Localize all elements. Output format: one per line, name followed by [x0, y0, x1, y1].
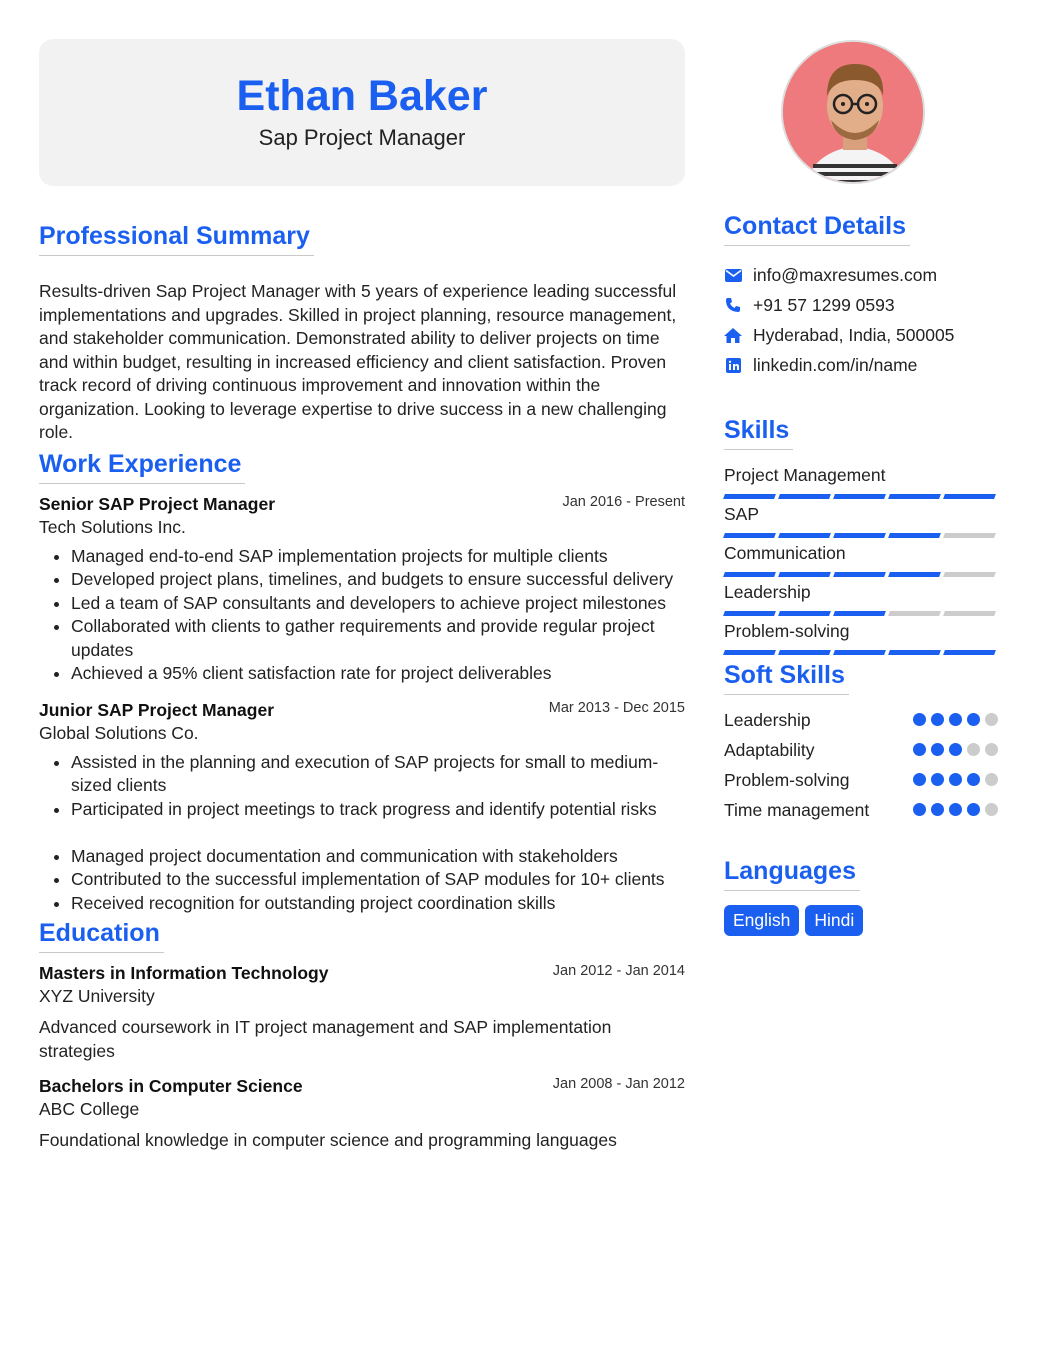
- education-degree: Bachelors in Computer Science: [39, 1076, 303, 1096]
- rating-dot: [985, 773, 998, 786]
- skill-level-segment: [943, 650, 996, 655]
- languages-list: [724, 905, 1004, 936]
- soft-skill-item: [724, 705, 1004, 735]
- rating-dot: [931, 713, 944, 726]
- rating-dot: [985, 713, 998, 726]
- home-icon: [724, 326, 742, 344]
- contact-email[interactable]: [724, 260, 1004, 290]
- skill-level-bar: [724, 650, 1004, 655]
- education-entry: [39, 962, 685, 1063]
- contact-linkedin[interactable]: [724, 350, 1004, 380]
- skill-level-bar: [724, 611, 1004, 616]
- contact-address: [724, 320, 1004, 350]
- rating-dot: [967, 743, 980, 756]
- rating-dot: [967, 803, 980, 816]
- job-bullets: [39, 751, 685, 916]
- rating-dot: [913, 743, 926, 756]
- skill-level-segment: [723, 494, 776, 499]
- rating-dot: [931, 743, 944, 756]
- rating-dot: [913, 803, 926, 816]
- rating-dot: [913, 713, 926, 726]
- rating-dot: [949, 773, 962, 786]
- skill-level-segment: [888, 650, 941, 655]
- language-tag: Hindi: [805, 905, 863, 936]
- skill-level-segment: [943, 494, 996, 499]
- skill-level-segment: [888, 611, 941, 616]
- rating-dot: [931, 803, 944, 816]
- contact-list: [724, 260, 1004, 380]
- skill-item: [724, 620, 1004, 655]
- job-bullets: [39, 545, 685, 686]
- education-heading: Education: [39, 917, 164, 953]
- languages-heading: Languages: [724, 855, 860, 891]
- skill-level-bar: [724, 572, 1004, 577]
- skills-list: [724, 464, 1004, 655]
- experience-heading: Work Experience: [39, 448, 245, 484]
- skills-heading: Skills: [724, 414, 793, 450]
- education-description: Foundational knowledge in computer science and programming languages: [39, 1130, 617, 1150]
- skill-level-segment: [723, 533, 776, 538]
- job-role: Junior SAP Project Manager: [39, 699, 275, 720]
- contact-heading: Contact Details: [724, 210, 910, 246]
- soft-skill-rating: [913, 803, 1003, 816]
- skill-level-segment: [943, 533, 996, 538]
- job-dates: Mar 2013 - Dec 2015: [548, 699, 685, 716]
- job-bullet: • Collaborated with clients to gather requirements and provide regular project updates: [71, 615, 685, 662]
- rating-dot: [931, 773, 944, 786]
- job-entry: [39, 493, 685, 686]
- contact-phone-text: +91 57 1299 0593: [753, 294, 895, 315]
- skill-level-segment: [888, 494, 941, 499]
- skill-level-segment: [723, 611, 776, 616]
- skill-label: SAP: [724, 504, 760, 524]
- skill-label: Project Management: [724, 465, 886, 485]
- education-entry: [39, 1075, 685, 1153]
- job-bullet: • Led a team of SAP consultants and developers to achieve project milestones: [71, 592, 685, 616]
- job-company: Tech Solutions Inc.: [39, 516, 186, 537]
- soft-skill-rating: [913, 773, 1003, 786]
- education-dates: Jan 2008 - Jan 2012: [552, 1076, 685, 1092]
- skill-level-segment: [833, 650, 886, 655]
- skill-level-segment: [778, 533, 831, 538]
- candidate-title: Sap Project Manager: [258, 125, 466, 150]
- skill-level-segment: [778, 650, 831, 655]
- education-section: [39, 917, 685, 1153]
- skill-level-segment: [833, 533, 886, 538]
- soft-skill-item: [724, 795, 1004, 825]
- contact-linkedin-text: linkedin.com/in/name: [753, 354, 918, 375]
- job-dates: Jan 2016 - Present: [562, 493, 685, 510]
- skill-level-segment: [723, 572, 776, 577]
- rating-dot: [985, 743, 998, 756]
- education-school: XYZ University: [39, 986, 155, 1006]
- soft-skill-label: Leadership: [724, 710, 811, 730]
- soft-skill-label: Adaptability: [724, 740, 815, 760]
- skill-level-segment: [778, 494, 831, 499]
- main-column: [39, 220, 685, 1153]
- soft-skill-rating: [913, 713, 1003, 726]
- rating-dot: [913, 773, 926, 786]
- name-header: [39, 39, 685, 186]
- skill-level-segment: [888, 533, 941, 538]
- rating-dot: [967, 773, 980, 786]
- summary-heading: Professional Summary: [39, 220, 314, 256]
- skill-level-segment: [833, 572, 886, 577]
- rating-dot: [967, 713, 980, 726]
- job-bullet: • Received recognition for outstanding project coordination skills: [71, 892, 685, 916]
- soft-skill-rating: [913, 743, 1003, 756]
- languages-section: [724, 855, 1004, 936]
- rating-dot: [949, 743, 962, 756]
- education-dates: Jan 2012 - Jan 2014: [552, 963, 685, 979]
- summary-text: Results-driven Sap Project Manager with 5 years of experience leading successful implementations and upgrades. Skilled in project planning, resource management, and stakeholder communication. Demonstrated ability to deliver projects on time and within budget, resulting in increased efficiency and client satisfaction. Proven track record of driving continuous improvement and innovation within the organization. Looking to leverage expertise to drive success in a new challenging role.: [39, 281, 677, 442]
- job-company: Global Solutions Co.: [39, 722, 199, 743]
- linkedin-icon: [724, 356, 742, 374]
- rating-dot: [949, 713, 962, 726]
- education-description: Advanced coursework in IT project management and SAP implementation strategies: [39, 1017, 612, 1061]
- phone-icon: [724, 296, 742, 314]
- job-bullet: • Achieved a 95% client satisfaction rate for project deliverables: [71, 662, 685, 686]
- soft-skill-label: Problem-solving: [724, 770, 850, 790]
- rating-dot: [985, 803, 998, 816]
- soft-skills-heading: Soft Skills: [724, 659, 849, 695]
- education-degree: Masters in Information Technology: [39, 963, 329, 983]
- soft-skills-section: [724, 659, 1004, 825]
- job-bullet: • Managed project documentation and communication with stakeholders: [71, 845, 685, 869]
- education-school: ABC College: [39, 1099, 140, 1119]
- job-entry: [39, 699, 685, 916]
- skill-level-segment: [778, 611, 831, 616]
- job-bullet: • Contributed to the successful implementation of SAP modules for 10+ clients: [71, 868, 685, 892]
- skill-label: Leadership: [724, 582, 811, 602]
- skill-item: [724, 581, 1004, 616]
- profile-photo: [781, 40, 925, 184]
- job-role: Senior SAP Project Manager: [39, 493, 276, 514]
- job-bullet: • Managed end-to-end SAP implementation projects for multiple clients: [71, 545, 685, 569]
- skill-level-segment: [943, 611, 996, 616]
- skill-label: Problem-solving: [724, 621, 850, 641]
- skill-level-bar: [724, 533, 1004, 538]
- skill-level-bar: [724, 494, 1004, 499]
- skill-label: Communication: [724, 543, 846, 563]
- job-bullet: • Developed project plans, timelines, and budgets to ensure successful delivery: [71, 568, 685, 592]
- rating-dot: [949, 803, 962, 816]
- skills-section: [724, 414, 1004, 655]
- skill-level-segment: [833, 494, 886, 499]
- contact-address-text: Hyderabad, India, 500005: [753, 324, 955, 345]
- contact-phone[interactable]: [724, 290, 1004, 320]
- skill-item: [724, 503, 1004, 538]
- job-bullet: • Assisted in the planning and execution of SAP projects for small to medium-sized clients: [71, 751, 685, 798]
- experience-section: [39, 448, 685, 916]
- sidebar-column: [724, 210, 1004, 936]
- skill-item: [724, 542, 1004, 577]
- job-bullet: • Participated in project meetings to track progress and identify potential risks: [71, 798, 685, 822]
- soft-skill-item: [724, 765, 1004, 795]
- skill-level-segment: [833, 611, 886, 616]
- candidate-name: Ethan Baker: [236, 72, 488, 120]
- skill-level-segment: [778, 572, 831, 577]
- soft-skills-list: [724, 705, 1004, 825]
- envelope-icon: [724, 266, 742, 284]
- skill-level-segment: [723, 650, 776, 655]
- soft-skill-item: [724, 735, 1004, 765]
- contact-email-text: info@maxresumes.com: [753, 264, 938, 285]
- language-tag: English: [724, 905, 799, 936]
- skill-item: [724, 464, 1004, 499]
- skill-level-segment: [943, 572, 996, 577]
- skill-level-segment: [888, 572, 941, 577]
- soft-skill-label: Time management: [724, 800, 870, 820]
